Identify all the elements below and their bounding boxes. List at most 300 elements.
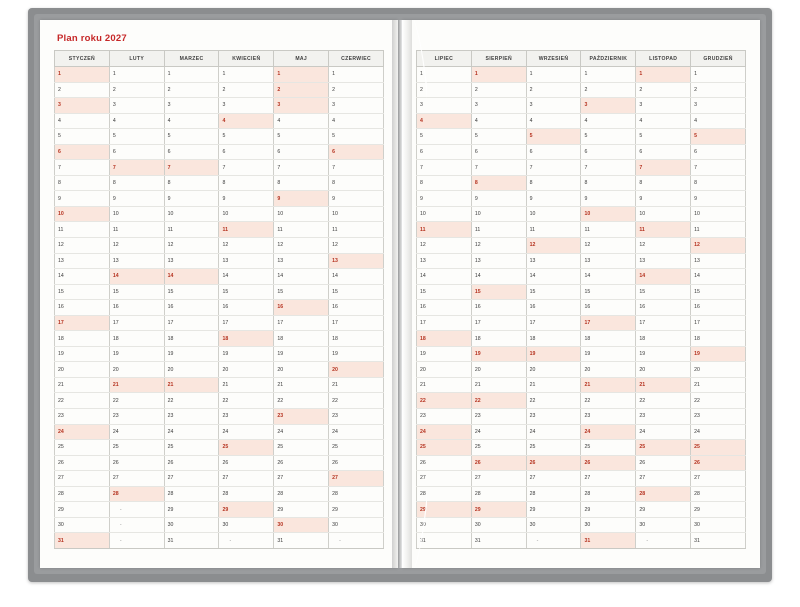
day-cell[interactable]: 21: [219, 377, 274, 393]
day-cell[interactable]: 22: [691, 393, 746, 409]
day-cell[interactable]: 13: [471, 253, 526, 269]
day-cell[interactable]: 25: [164, 440, 219, 456]
day-cell[interactable]: 24: [329, 424, 384, 440]
day-cell[interactable]: 30: [526, 517, 581, 533]
day-cell[interactable]: 19: [274, 346, 329, 362]
day-cell[interactable]: 11: [55, 222, 110, 238]
day-cell[interactable]: 17: [329, 315, 384, 331]
day-cell[interactable]: 5: [164, 129, 219, 145]
day-cell[interactable]: 24: [636, 424, 691, 440]
day-cell[interactable]: 29: [164, 502, 219, 518]
day-cell[interactable]: 4: [55, 113, 110, 129]
day-cell[interactable]: 8: [219, 175, 274, 191]
day-cell[interactable]: 1: [691, 67, 746, 83]
day-cell[interactable]: 12: [55, 238, 110, 254]
day-cell[interactable]: 11: [581, 222, 636, 238]
day-cell[interactable]: 10: [581, 206, 636, 222]
day-cell[interactable]: 16: [109, 300, 164, 316]
day-cell[interactable]: 2: [329, 82, 384, 98]
day-cell[interactable]: 6: [329, 144, 384, 160]
day-cell[interactable]: 20: [417, 362, 472, 378]
day-cell[interactable]: 17: [274, 315, 329, 331]
day-cell[interactable]: 9: [471, 191, 526, 207]
day-cell[interactable]: 19: [55, 346, 110, 362]
day-cell[interactable]: 21: [581, 377, 636, 393]
day-cell[interactable]: 3: [471, 98, 526, 114]
day-cell[interactable]: 21: [55, 377, 110, 393]
day-cell[interactable]: 24: [219, 424, 274, 440]
day-cell[interactable]: 26: [417, 455, 472, 471]
day-cell[interactable]: 30: [274, 517, 329, 533]
day-cell[interactable]: 20: [109, 362, 164, 378]
day-cell[interactable]: 28: [471, 486, 526, 502]
day-cell[interactable]: 9: [164, 191, 219, 207]
day-cell[interactable]: 18: [329, 331, 384, 347]
day-cell[interactable]: 16: [164, 300, 219, 316]
day-cell[interactable]: 5: [109, 129, 164, 145]
day-cell[interactable]: 22: [636, 393, 691, 409]
day-cell[interactable]: 23: [329, 409, 384, 425]
day-cell[interactable]: 4: [109, 113, 164, 129]
day-cell[interactable]: 31: [581, 533, 636, 549]
day-cell[interactable]: 25: [55, 440, 110, 456]
day-cell[interactable]: 25: [471, 440, 526, 456]
day-cell[interactable]: 7: [636, 160, 691, 176]
day-cell[interactable]: 17: [55, 315, 110, 331]
day-cell[interactable]: 13: [691, 253, 746, 269]
day-cell[interactable]: 25: [274, 440, 329, 456]
day-cell[interactable]: 12: [581, 238, 636, 254]
day-cell[interactable]: 7: [526, 160, 581, 176]
day-cell[interactable]: 2: [109, 82, 164, 98]
day-cell[interactable]: 4: [164, 113, 219, 129]
day-cell[interactable]: 5: [636, 129, 691, 145]
day-cell[interactable]: -: [109, 502, 164, 518]
day-cell[interactable]: 13: [636, 253, 691, 269]
day-cell[interactable]: 6: [164, 144, 219, 160]
day-cell[interactable]: 12: [471, 238, 526, 254]
day-cell[interactable]: 4: [691, 113, 746, 129]
day-cell[interactable]: 17: [219, 315, 274, 331]
day-cell[interactable]: 11: [164, 222, 219, 238]
day-cell[interactable]: 9: [636, 191, 691, 207]
day-cell[interactable]: 26: [636, 455, 691, 471]
day-cell[interactable]: 21: [329, 377, 384, 393]
day-cell[interactable]: 6: [526, 144, 581, 160]
day-cell[interactable]: 4: [329, 113, 384, 129]
day-cell[interactable]: 25: [636, 440, 691, 456]
day-cell[interactable]: 3: [581, 98, 636, 114]
day-cell[interactable]: 27: [329, 471, 384, 487]
day-cell[interactable]: 26: [329, 455, 384, 471]
day-cell[interactable]: 24: [164, 424, 219, 440]
day-cell[interactable]: 23: [417, 409, 472, 425]
day-cell[interactable]: 4: [526, 113, 581, 129]
day-cell[interactable]: 29: [329, 502, 384, 518]
day-cell[interactable]: 24: [471, 424, 526, 440]
day-cell[interactable]: 9: [581, 191, 636, 207]
day-cell[interactable]: 31: [691, 533, 746, 549]
day-cell[interactable]: 30: [691, 517, 746, 533]
day-cell[interactable]: 13: [274, 253, 329, 269]
day-cell[interactable]: 27: [109, 471, 164, 487]
day-cell[interactable]: 14: [55, 269, 110, 285]
day-cell[interactable]: 1: [526, 67, 581, 83]
day-cell[interactable]: 22: [274, 393, 329, 409]
day-cell[interactable]: 28: [219, 486, 274, 502]
day-cell[interactable]: 11: [274, 222, 329, 238]
day-cell[interactable]: 30: [55, 517, 110, 533]
day-cell[interactable]: 8: [109, 175, 164, 191]
day-cell[interactable]: 25: [329, 440, 384, 456]
day-cell[interactable]: 8: [274, 175, 329, 191]
day-cell[interactable]: 17: [581, 315, 636, 331]
day-cell[interactable]: 23: [219, 409, 274, 425]
day-cell[interactable]: 11: [691, 222, 746, 238]
day-cell[interactable]: 28: [329, 486, 384, 502]
day-cell[interactable]: 24: [526, 424, 581, 440]
day-cell[interactable]: 29: [55, 502, 110, 518]
day-cell[interactable]: 10: [274, 206, 329, 222]
day-cell[interactable]: 1: [109, 67, 164, 83]
day-cell[interactable]: 6: [471, 144, 526, 160]
day-cell[interactable]: 18: [219, 331, 274, 347]
day-cell[interactable]: 20: [274, 362, 329, 378]
day-cell[interactable]: 19: [164, 346, 219, 362]
day-cell[interactable]: 15: [219, 284, 274, 300]
day-cell[interactable]: 1: [581, 67, 636, 83]
day-cell[interactable]: 4: [274, 113, 329, 129]
day-cell[interactable]: 2: [581, 82, 636, 98]
day-cell[interactable]: 5: [55, 129, 110, 145]
day-cell[interactable]: 21: [471, 377, 526, 393]
day-cell[interactable]: 9: [219, 191, 274, 207]
day-cell[interactable]: 18: [636, 331, 691, 347]
day-cell[interactable]: 27: [526, 471, 581, 487]
day-cell[interactable]: 26: [526, 455, 581, 471]
day-cell[interactable]: 18: [274, 331, 329, 347]
day-cell[interactable]: 27: [691, 471, 746, 487]
day-cell[interactable]: 16: [55, 300, 110, 316]
day-cell[interactable]: 14: [417, 269, 472, 285]
day-cell[interactable]: 11: [526, 222, 581, 238]
day-cell[interactable]: 26: [581, 455, 636, 471]
day-cell[interactable]: 13: [109, 253, 164, 269]
day-cell[interactable]: 1: [329, 67, 384, 83]
day-cell[interactable]: 10: [526, 206, 581, 222]
day-cell[interactable]: -: [636, 533, 691, 549]
day-cell[interactable]: 13: [164, 253, 219, 269]
day-cell[interactable]: 6: [55, 144, 110, 160]
day-cell[interactable]: 8: [581, 175, 636, 191]
day-cell[interactable]: 20: [329, 362, 384, 378]
day-cell[interactable]: 22: [164, 393, 219, 409]
day-cell[interactable]: 14: [164, 269, 219, 285]
day-cell[interactable]: 7: [417, 160, 472, 176]
day-cell[interactable]: 22: [329, 393, 384, 409]
day-cell[interactable]: 6: [417, 144, 472, 160]
day-cell[interactable]: 6: [219, 144, 274, 160]
day-cell[interactable]: 15: [581, 284, 636, 300]
day-cell[interactable]: 7: [164, 160, 219, 176]
day-cell[interactable]: 20: [691, 362, 746, 378]
day-cell[interactable]: 13: [219, 253, 274, 269]
day-cell[interactable]: 14: [691, 269, 746, 285]
day-cell[interactable]: 16: [581, 300, 636, 316]
day-cell[interactable]: 22: [55, 393, 110, 409]
day-cell[interactable]: 23: [274, 409, 329, 425]
day-cell[interactable]: 31: [55, 533, 110, 549]
day-cell[interactable]: 8: [55, 175, 110, 191]
day-cell[interactable]: 16: [526, 300, 581, 316]
day-cell[interactable]: 19: [109, 346, 164, 362]
day-cell[interactable]: 18: [526, 331, 581, 347]
day-cell[interactable]: 28: [526, 486, 581, 502]
day-cell[interactable]: 11: [471, 222, 526, 238]
day-cell[interactable]: 17: [109, 315, 164, 331]
day-cell[interactable]: 22: [471, 393, 526, 409]
day-cell[interactable]: 2: [636, 82, 691, 98]
day-cell[interactable]: 10: [636, 206, 691, 222]
day-cell[interactable]: 3: [55, 98, 110, 114]
day-cell[interactable]: 1: [219, 67, 274, 83]
day-cell[interactable]: 2: [471, 82, 526, 98]
day-cell[interactable]: 4: [636, 113, 691, 129]
day-cell[interactable]: 13: [329, 253, 384, 269]
day-cell[interactable]: 27: [55, 471, 110, 487]
day-cell[interactable]: 18: [164, 331, 219, 347]
day-cell[interactable]: 11: [219, 222, 274, 238]
day-cell[interactable]: 27: [274, 471, 329, 487]
day-cell[interactable]: 24: [55, 424, 110, 440]
day-cell[interactable]: 17: [471, 315, 526, 331]
day-cell[interactable]: 13: [55, 253, 110, 269]
day-cell[interactable]: 12: [636, 238, 691, 254]
day-cell[interactable]: 16: [636, 300, 691, 316]
day-cell[interactable]: 29: [219, 502, 274, 518]
day-cell[interactable]: 9: [417, 191, 472, 207]
day-cell[interactable]: 25: [581, 440, 636, 456]
day-cell[interactable]: -: [109, 533, 164, 549]
day-cell[interactable]: 5: [219, 129, 274, 145]
day-cell[interactable]: 8: [526, 175, 581, 191]
day-cell[interactable]: 18: [417, 331, 472, 347]
day-cell[interactable]: 24: [109, 424, 164, 440]
day-cell[interactable]: 31: [164, 533, 219, 549]
day-cell[interactable]: 16: [329, 300, 384, 316]
day-cell[interactable]: 6: [581, 144, 636, 160]
day-cell[interactable]: 1: [55, 67, 110, 83]
day-cell[interactable]: 3: [164, 98, 219, 114]
day-cell[interactable]: 12: [219, 238, 274, 254]
day-cell[interactable]: 12: [274, 238, 329, 254]
day-cell[interactable]: 12: [164, 238, 219, 254]
day-cell[interactable]: 1: [274, 67, 329, 83]
day-cell[interactable]: 15: [417, 284, 472, 300]
day-cell[interactable]: 20: [55, 362, 110, 378]
day-cell[interactable]: 26: [109, 455, 164, 471]
day-cell[interactable]: 20: [526, 362, 581, 378]
day-cell[interactable]: 21: [164, 377, 219, 393]
day-cell[interactable]: 31: [274, 533, 329, 549]
day-cell[interactable]: 22: [219, 393, 274, 409]
day-cell[interactable]: 3: [329, 98, 384, 114]
day-cell[interactable]: 25: [109, 440, 164, 456]
day-cell[interactable]: 9: [329, 191, 384, 207]
day-cell[interactable]: 25: [417, 440, 472, 456]
day-cell[interactable]: 22: [417, 393, 472, 409]
day-cell[interactable]: 28: [164, 486, 219, 502]
day-cell[interactable]: 14: [219, 269, 274, 285]
day-cell[interactable]: 7: [109, 160, 164, 176]
day-cell[interactable]: 7: [581, 160, 636, 176]
day-cell[interactable]: 28: [417, 486, 472, 502]
day-cell[interactable]: 7: [274, 160, 329, 176]
day-cell[interactable]: 24: [417, 424, 472, 440]
day-cell[interactable]: 17: [164, 315, 219, 331]
day-cell[interactable]: 4: [219, 113, 274, 129]
day-cell[interactable]: 21: [417, 377, 472, 393]
day-cell[interactable]: 27: [164, 471, 219, 487]
day-cell[interactable]: 15: [109, 284, 164, 300]
day-cell[interactable]: 1: [636, 67, 691, 83]
day-cell[interactable]: 5: [581, 129, 636, 145]
day-cell[interactable]: 12: [526, 238, 581, 254]
day-cell[interactable]: 23: [581, 409, 636, 425]
day-cell[interactable]: 30: [329, 517, 384, 533]
day-cell[interactable]: 30: [581, 517, 636, 533]
day-cell[interactable]: 10: [164, 206, 219, 222]
day-cell[interactable]: 8: [164, 175, 219, 191]
day-cell[interactable]: 16: [471, 300, 526, 316]
day-cell[interactable]: 5: [691, 129, 746, 145]
day-cell[interactable]: 29: [274, 502, 329, 518]
day-cell[interactable]: 15: [691, 284, 746, 300]
day-cell[interactable]: 3: [691, 98, 746, 114]
day-cell[interactable]: 2: [417, 82, 472, 98]
day-cell[interactable]: 6: [274, 144, 329, 160]
day-cell[interactable]: 11: [329, 222, 384, 238]
day-cell[interactable]: 31: [417, 533, 472, 549]
day-cell[interactable]: 23: [471, 409, 526, 425]
day-cell[interactable]: 23: [636, 409, 691, 425]
day-cell[interactable]: 12: [329, 238, 384, 254]
day-cell[interactable]: 10: [55, 206, 110, 222]
day-cell[interactable]: 27: [219, 471, 274, 487]
day-cell[interactable]: 23: [691, 409, 746, 425]
day-cell[interactable]: 21: [109, 377, 164, 393]
day-cell[interactable]: 15: [636, 284, 691, 300]
day-cell[interactable]: 22: [581, 393, 636, 409]
day-cell[interactable]: 13: [526, 253, 581, 269]
day-cell[interactable]: 14: [329, 269, 384, 285]
day-cell[interactable]: 19: [471, 346, 526, 362]
day-cell[interactable]: 9: [526, 191, 581, 207]
day-cell[interactable]: 1: [471, 67, 526, 83]
day-cell[interactable]: 10: [691, 206, 746, 222]
day-cell[interactable]: 20: [636, 362, 691, 378]
day-cell[interactable]: 12: [691, 238, 746, 254]
day-cell[interactable]: 3: [274, 98, 329, 114]
day-cell[interactable]: 5: [329, 129, 384, 145]
day-cell[interactable]: 4: [581, 113, 636, 129]
day-cell[interactable]: 8: [636, 175, 691, 191]
day-cell[interactable]: 29: [636, 502, 691, 518]
day-cell[interactable]: 27: [417, 471, 472, 487]
day-cell[interactable]: 10: [417, 206, 472, 222]
day-cell[interactable]: 16: [691, 300, 746, 316]
day-cell[interactable]: 13: [581, 253, 636, 269]
day-cell[interactable]: 11: [109, 222, 164, 238]
day-cell[interactable]: 2: [55, 82, 110, 98]
day-cell[interactable]: 19: [417, 346, 472, 362]
day-cell[interactable]: 2: [526, 82, 581, 98]
day-cell[interactable]: 14: [109, 269, 164, 285]
day-cell[interactable]: 27: [581, 471, 636, 487]
day-cell[interactable]: 15: [164, 284, 219, 300]
day-cell[interactable]: 15: [471, 284, 526, 300]
day-cell[interactable]: 22: [526, 393, 581, 409]
day-cell[interactable]: -: [219, 533, 274, 549]
day-cell[interactable]: 7: [471, 160, 526, 176]
day-cell[interactable]: 24: [274, 424, 329, 440]
day-cell[interactable]: 29: [691, 502, 746, 518]
day-cell[interactable]: 26: [219, 455, 274, 471]
day-cell[interactable]: 7: [55, 160, 110, 176]
day-cell[interactable]: 5: [417, 129, 472, 145]
day-cell[interactable]: 27: [471, 471, 526, 487]
day-cell[interactable]: 31: [471, 533, 526, 549]
day-cell[interactable]: 21: [636, 377, 691, 393]
day-cell[interactable]: 2: [274, 82, 329, 98]
day-cell[interactable]: 26: [471, 455, 526, 471]
day-cell[interactable]: 14: [274, 269, 329, 285]
day-cell[interactable]: 19: [219, 346, 274, 362]
day-cell[interactable]: 25: [691, 440, 746, 456]
day-cell[interactable]: 15: [329, 284, 384, 300]
day-cell[interactable]: 9: [55, 191, 110, 207]
day-cell[interactable]: 24: [691, 424, 746, 440]
day-cell[interactable]: 8: [329, 175, 384, 191]
day-cell[interactable]: 20: [164, 362, 219, 378]
day-cell[interactable]: 20: [471, 362, 526, 378]
day-cell[interactable]: 28: [636, 486, 691, 502]
day-cell[interactable]: 13: [417, 253, 472, 269]
day-cell[interactable]: 3: [636, 98, 691, 114]
day-cell[interactable]: 28: [581, 486, 636, 502]
day-cell[interactable]: -: [109, 517, 164, 533]
day-cell[interactable]: -: [526, 533, 581, 549]
day-cell[interactable]: 12: [109, 238, 164, 254]
day-cell[interactable]: 10: [109, 206, 164, 222]
day-cell[interactable]: 16: [219, 300, 274, 316]
day-cell[interactable]: 8: [691, 175, 746, 191]
day-cell[interactable]: 23: [55, 409, 110, 425]
day-cell[interactable]: 30: [164, 517, 219, 533]
day-cell[interactable]: 8: [417, 175, 472, 191]
day-cell[interactable]: 25: [526, 440, 581, 456]
day-cell[interactable]: 3: [109, 98, 164, 114]
day-cell[interactable]: 28: [55, 486, 110, 502]
day-cell[interactable]: 2: [164, 82, 219, 98]
day-cell[interactable]: 14: [526, 269, 581, 285]
day-cell[interactable]: 30: [471, 517, 526, 533]
day-cell[interactable]: 10: [329, 206, 384, 222]
day-cell[interactable]: 10: [471, 206, 526, 222]
day-cell[interactable]: 18: [691, 331, 746, 347]
day-cell[interactable]: 9: [691, 191, 746, 207]
day-cell[interactable]: 4: [471, 113, 526, 129]
